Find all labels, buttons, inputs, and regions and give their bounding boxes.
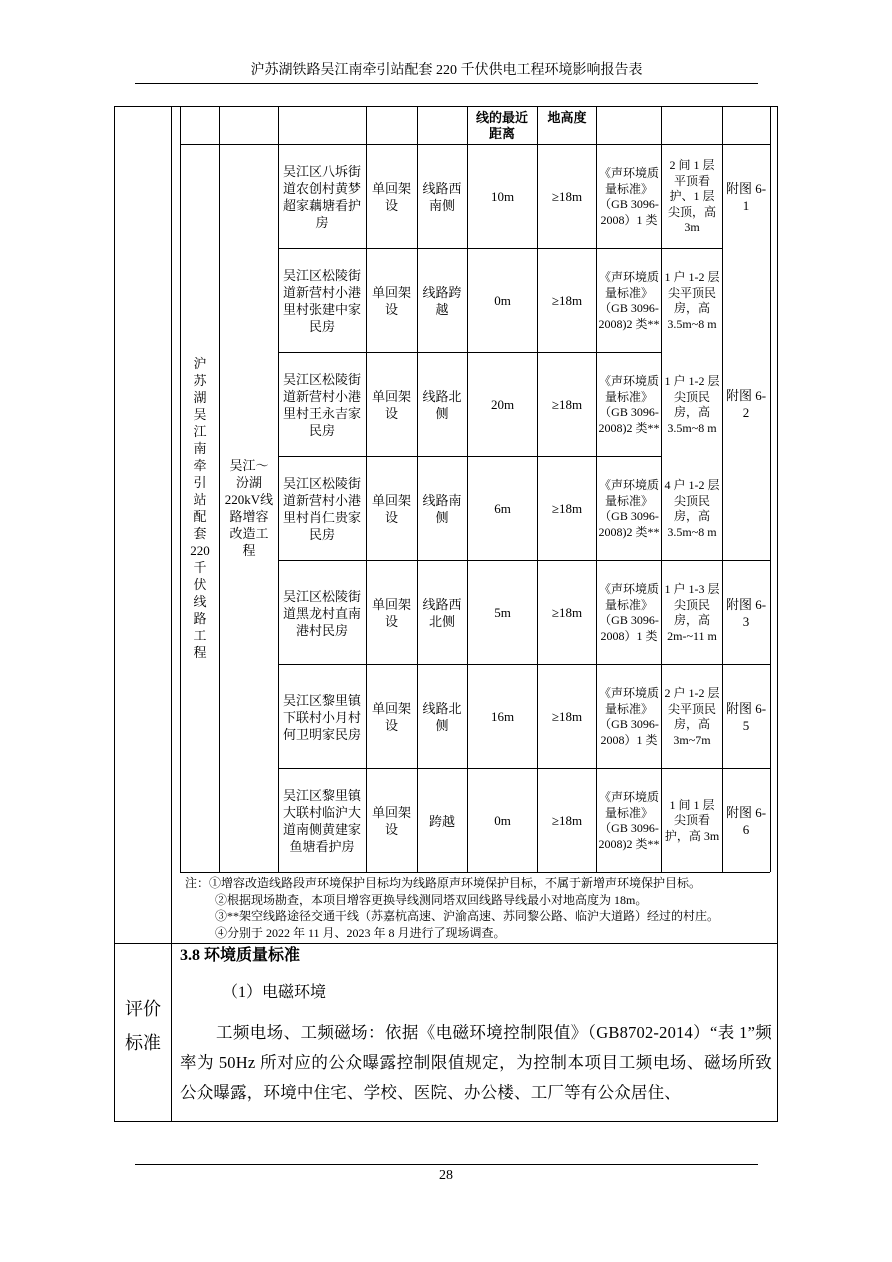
section-subtitle: （1）电磁环境: [222, 984, 327, 1001]
section-title: 3.8 环境质量标准: [180, 947, 301, 964]
row-3-orientation: 线路北侧: [422, 389, 462, 421]
row-5-standard: 《声环境质量标准》（GB 3096-2008）1 类: [598, 582, 659, 643]
row-4-building: 4 户 1-2 层尖顶民房，高 3.5m~8 m: [664, 478, 720, 539]
table-notes: [185, 875, 775, 941]
row-4-orientation: 线路南侧: [422, 493, 462, 525]
row-7-building: 1 间 1 层尖顶看护，高 3m: [664, 797, 720, 843]
row-line-1: [278, 248, 722, 249]
row-line-header: [180, 144, 770, 145]
row-7-type: 单回架设: [371, 805, 411, 837]
row-line-4: [278, 560, 770, 561]
row-1-building: 2 间 1 层平顶看护、1 层尖顶，高 3m: [667, 158, 716, 235]
side-label-line-2: 标准: [125, 1033, 161, 1053]
row-1-type: 单回架设: [371, 181, 411, 213]
row-1-target: 吴江区八坼街道农创村黄梦超家藕塘看护房: [282, 164, 361, 230]
row-2-type: 单回架设: [371, 285, 411, 317]
row-line-bottom: [180, 872, 770, 873]
header-rule: [135, 83, 758, 84]
row-2-4-figure: 附图 6-2: [725, 388, 767, 420]
row-3-building: 1 户 1-2 层尖顶民房，高 3.5m~8 m: [664, 374, 720, 435]
row-3-target: 吴江区松陵街道新营村小港里村王永吉家民房: [282, 372, 361, 438]
page-header: 沪苏湖铁路吴江南牵引站配套 220 千伏供电工程环境影响报告表: [250, 63, 643, 78]
col-line-orientation: [417, 107, 418, 872]
row-7-figure: 附图 6-6: [725, 805, 767, 837]
row-1-distance: 10m: [490, 189, 515, 204]
row-5-distance: 5m: [494, 605, 511, 620]
note-3: ③**架空线路途径交通干线（苏嘉杭高速、沪渝高速、苏同黎公路、临沪大道路）经过的村庄。: [215, 909, 720, 923]
row-7-height: ≥18m: [551, 813, 583, 828]
side-label-line-1: 评价: [125, 999, 161, 1019]
row-6-type: 单回架设: [371, 701, 411, 733]
row-line-3: [278, 456, 662, 457]
col-line-building: [661, 107, 662, 872]
row-1-height: ≥18m: [551, 189, 583, 204]
row-6-target: 吴江区黎里镇下联村小月村何卫明家民房: [282, 692, 361, 742]
row-4-type: 单回架设: [371, 493, 411, 525]
section-paragraph: 工频电场、工频磁场：依据《电磁环境控制限值》（GB8702-2014）“表 1”频率为 50Hz 所对应的公众曝露控制限值规定，为控制本项目工频电场、磁场所致公众曝露，环境中住宅、学校、医院、办公楼、工厂等有公众居住、: [180, 1023, 772, 1102]
header-height: 地高度: [547, 110, 587, 125]
row-6-height: ≥18m: [551, 709, 583, 724]
row-1-orientation: 线路西南侧: [422, 181, 462, 213]
project-name: 沪 苏 湖 吴 江 南 牵 引 站 配 套 220 千 伏 线 路 工 程: [190, 356, 210, 660]
row-2-building: 1 户 1-2 层尖平顶民房，高 3.5m~8 m: [664, 270, 720, 331]
row-7-target: 吴江区黎里镇大联村临沪大道南侧黄建家鱼塘看护房: [282, 788, 361, 854]
row-2-standard: 《声环境质量标准》（GB 3096-2008)2 类**: [598, 270, 660, 331]
row-6-orientation: 线路北侧: [422, 701, 462, 733]
row-3-type: 单回架设: [371, 389, 411, 421]
row-2-target: 吴江区松陵街道新营村小港里村张建中家民房: [282, 268, 361, 334]
header-distance: 线的最近距离: [475, 110, 528, 141]
row-5-figure: 附图 6-3: [725, 597, 767, 629]
row-4-standard: 《声环境质量标准》（GB 3096-2008)2 类**: [598, 478, 660, 539]
row-6-figure: 附图 6-5: [725, 701, 767, 733]
row-3-distance: 20m: [490, 397, 515, 412]
note-4: ④分别于 2022 年 11 月、2023 年 8 月进行了现场调查。: [215, 925, 506, 940]
note-2: ②根据现场勘查，本项目增容更换导线测同塔双回线路导线最小对地高度为 18m。: [215, 892, 648, 907]
footer-rule: [135, 1164, 758, 1165]
row-7-standard: 《声环境质量标准》（GB 3096-2008)2 类**: [598, 790, 660, 851]
page-number: 28: [439, 1168, 453, 1183]
row-4-height: ≥18m: [551, 501, 583, 516]
row-6-standard: 《声环境质量标准》（GB 3096-2008）1 类: [598, 686, 659, 747]
row-4-target: 吴江区松陵街道新营村小港里村肖仁贵家民房: [282, 476, 361, 542]
col-line-figure: [722, 107, 723, 872]
row-3-height: ≥18m: [551, 397, 583, 412]
row-2-height: ≥18m: [551, 293, 583, 308]
subproject-name: 吴江～汾湖220kV线路增容改造工程: [224, 458, 274, 558]
section-content: [180, 944, 772, 1108]
row-line-2: [278, 352, 662, 353]
side-label: [116, 992, 170, 1060]
row-5-building: 1 户 1-3 层尖顶民房，高 2m-~11 m: [664, 582, 720, 643]
row-5-height: ≥18m: [551, 605, 583, 620]
row-6-building: 2 户 1-2 层尖平顶民房，高 3m~7m: [664, 686, 720, 747]
row-1-standard: 《声环境质量标准》（GB 3096-2008）1 类: [598, 166, 659, 227]
row-5-orientation: 线路西北侧: [422, 597, 462, 629]
row-line-6: [278, 768, 770, 769]
col-line-target: [278, 107, 279, 872]
row-2-distance: 0m: [494, 293, 511, 308]
row-4-distance: 6m: [494, 501, 511, 516]
row-7-distance: 0m: [494, 813, 511, 828]
row-5-target: 吴江区松陵街道黑龙村直南港村民房: [282, 588, 361, 638]
col-line-standard: [596, 107, 597, 872]
col-line-type: [366, 107, 367, 872]
col-line-right: [770, 107, 771, 872]
row-7-orientation: 跨越: [428, 813, 455, 829]
row-5-type: 单回架设: [371, 597, 411, 629]
note-1: 注：①增容改造线路段声环境保护目标均为线路原声环境保护目标，不属于新增声环境保护目标。: [185, 876, 702, 890]
row-line-5: [278, 664, 770, 665]
row-1-figure: 附图 6-1: [725, 181, 767, 213]
row-2-orientation: 线路跨越: [422, 285, 462, 317]
col-line-subproject: [219, 107, 220, 872]
row-3-standard: 《声环境质量标准》（GB 3096-2008)2 类**: [598, 374, 660, 435]
row-6-distance: 16m: [490, 709, 515, 724]
col-line-left-label: [171, 107, 172, 1121]
